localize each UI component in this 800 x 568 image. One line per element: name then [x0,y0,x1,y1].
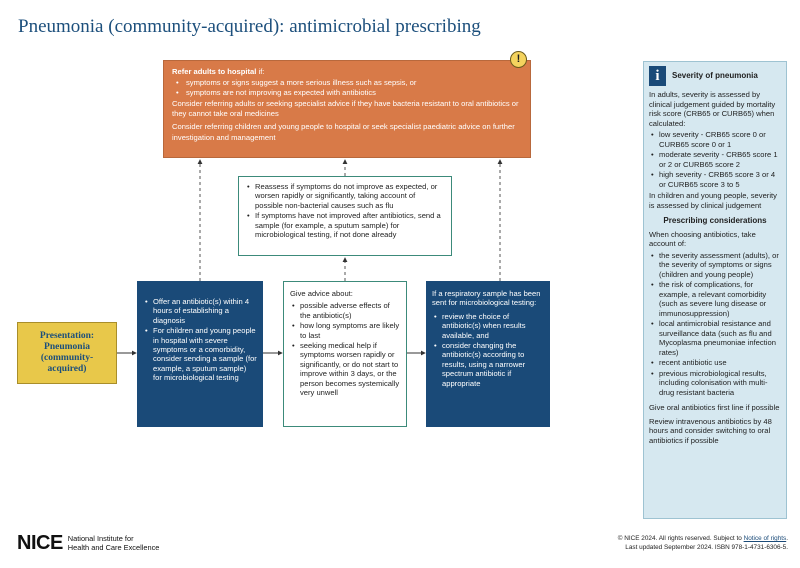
severity-item: • moderate severity - CRB65 score 1 or 2 or CURB65 score 2 [649,150,781,169]
iv-review-note: Review intravenous antibiotics by 48 hours and consider switching to oral antibiotics if possible [649,416,772,445]
refer-children-text: Consider referring children and young people to hospital or seek specialist paediatric advice on further investigation and management [172,121,515,142]
org-name-line1: National Institute for [67,533,134,543]
presentation-box [17,322,117,384]
oral-antibiotics-note: Give oral antibiotics first line if possible [649,403,780,412]
nice-org-name [68,535,160,552]
advice-box [283,281,407,427]
warning-icon: ! [510,51,527,68]
advice-bullet: • how long symptoms are likely to last [290,321,400,340]
offer-bullet: • Offer an antibiotic(s) within 4 hours of establishing a diagnosis [143,297,257,325]
refer-bullet-list [172,78,522,99]
advice-heading: Give advice about: [290,289,353,298]
copyright-suffix: . [786,535,788,542]
prescribing-item: • local antimicrobial resistance and surveillance data (such as flu and Mycoplasma pneumoniae infection rates) [649,319,781,357]
severity-intro: In adults, severity is assessed by clinical judgement guided by mortality risk score (CRB65 or CURB65) when calculated: [649,90,776,128]
offer-bullet: • For children and young people in hospital with severe symptoms or a comorbidity, consider sending a sample (for example, a sputum sample) for microbiological testing [143,326,257,382]
advice-bullet: • seeking medical help if symptoms worsen rapidly or significantly, or do not start to improve within 3 days, or the person becomes systemically very unwell [290,341,400,397]
offer-antibiotic-box [137,281,263,427]
notice-of-rights-link[interactable]: Notice of rights [743,535,787,542]
prescribing-list [649,251,781,398]
reassess-bullet: • Reassess if symptoms do not improve as expected, or worsen rapidly or significantly, taking account of possible non-bacterial causes such as flu [245,182,445,210]
copyright-notice [618,535,788,552]
copyright-prefix: © NICE 2024. All rights reserved. Subject to [617,535,744,542]
prescribing-title: Prescribing considerations [663,216,767,225]
prescribing-item: • recent antibiotic use [649,358,781,368]
prescribing-item: • the severity assessment (adults), or the severity of symptoms or signs (children and young people) [649,251,781,280]
severity-item: • low severity - CRB65 score 0 or CURB65 score 0 or 1 [649,130,781,149]
reassess-box [238,176,452,256]
nice-logo [17,532,159,555]
prescribing-item: • the risk of complications, for example, a relevant comorbidity (such as severe lung disease or immunosuppression) [649,280,781,318]
sample-bullet-list [432,312,544,388]
org-name-line2: Health and Care Excellence [67,542,160,552]
advice-bullet-list [290,301,400,397]
offer-bullet-list [143,297,257,383]
refer-lead-rest: if: [256,67,265,76]
page-title: Pneumonia (community-acquired): antimicrobial prescribing [18,16,481,37]
side-panel [643,61,787,519]
side-panel-header [649,66,781,86]
refer-bullet: • symptoms are not improving as expected with antibiotics [172,88,522,99]
severity-list [649,130,781,189]
sample-bullet: • consider changing the antibiotic(s) according to results, using a narrower spectrum antibiotic if appropriate [432,341,544,388]
refer-lead-bold: Refer adults to hospital [172,67,257,76]
last-updated: Last updated September 2024. ISBN 978-1-4731-6306-5. [625,543,788,551]
sample-heading: If a respiratory sample has been sent for microbiological testing: [432,289,541,308]
refer-specialist-text: Consider referring adults or seeking specialist advice if they have bacteria resistant to oral antibiotics or they cannot take oral medicines [172,98,519,119]
reassess-bullet-list [245,182,445,239]
advice-bullet: • possible adverse effects of the antibiotic(s) [290,301,400,320]
refer-bullet: • symptoms or signs suggest a more serious illness such as sepsis, or [172,78,522,89]
sample-bullet: • review the choice of antibiotic(s) when results available, and [432,312,544,340]
prescribing-item: • previous microbiological results, including colonisation with multi-drug resistant bacteria [649,369,781,398]
refer-lead [172,67,522,78]
refer-to-hospital-box [163,60,531,158]
respiratory-sample-box [426,281,550,427]
prescribing-intro: When choosing antibiotics, take account of: [649,229,756,248]
severity-item: • high severity - CRB65 score 3 or 4 or CURB65 score 3 to 5 [649,170,781,189]
children-severity-note: In children and young people, severity is assessed by clinical judgement [649,191,777,210]
info-icon: i [649,66,666,86]
severity-title: Severity of pneumonia [672,71,758,81]
presentation-label: Presentation: Pneumonia (community-acquired) [39,331,95,374]
nice-logo-word: NICE [17,532,63,554]
reassess-bullet: • If symptoms have not improved after antibiotics, send a sample (for example, a sputum sample) for microbiological testing, if not done already [245,211,445,239]
